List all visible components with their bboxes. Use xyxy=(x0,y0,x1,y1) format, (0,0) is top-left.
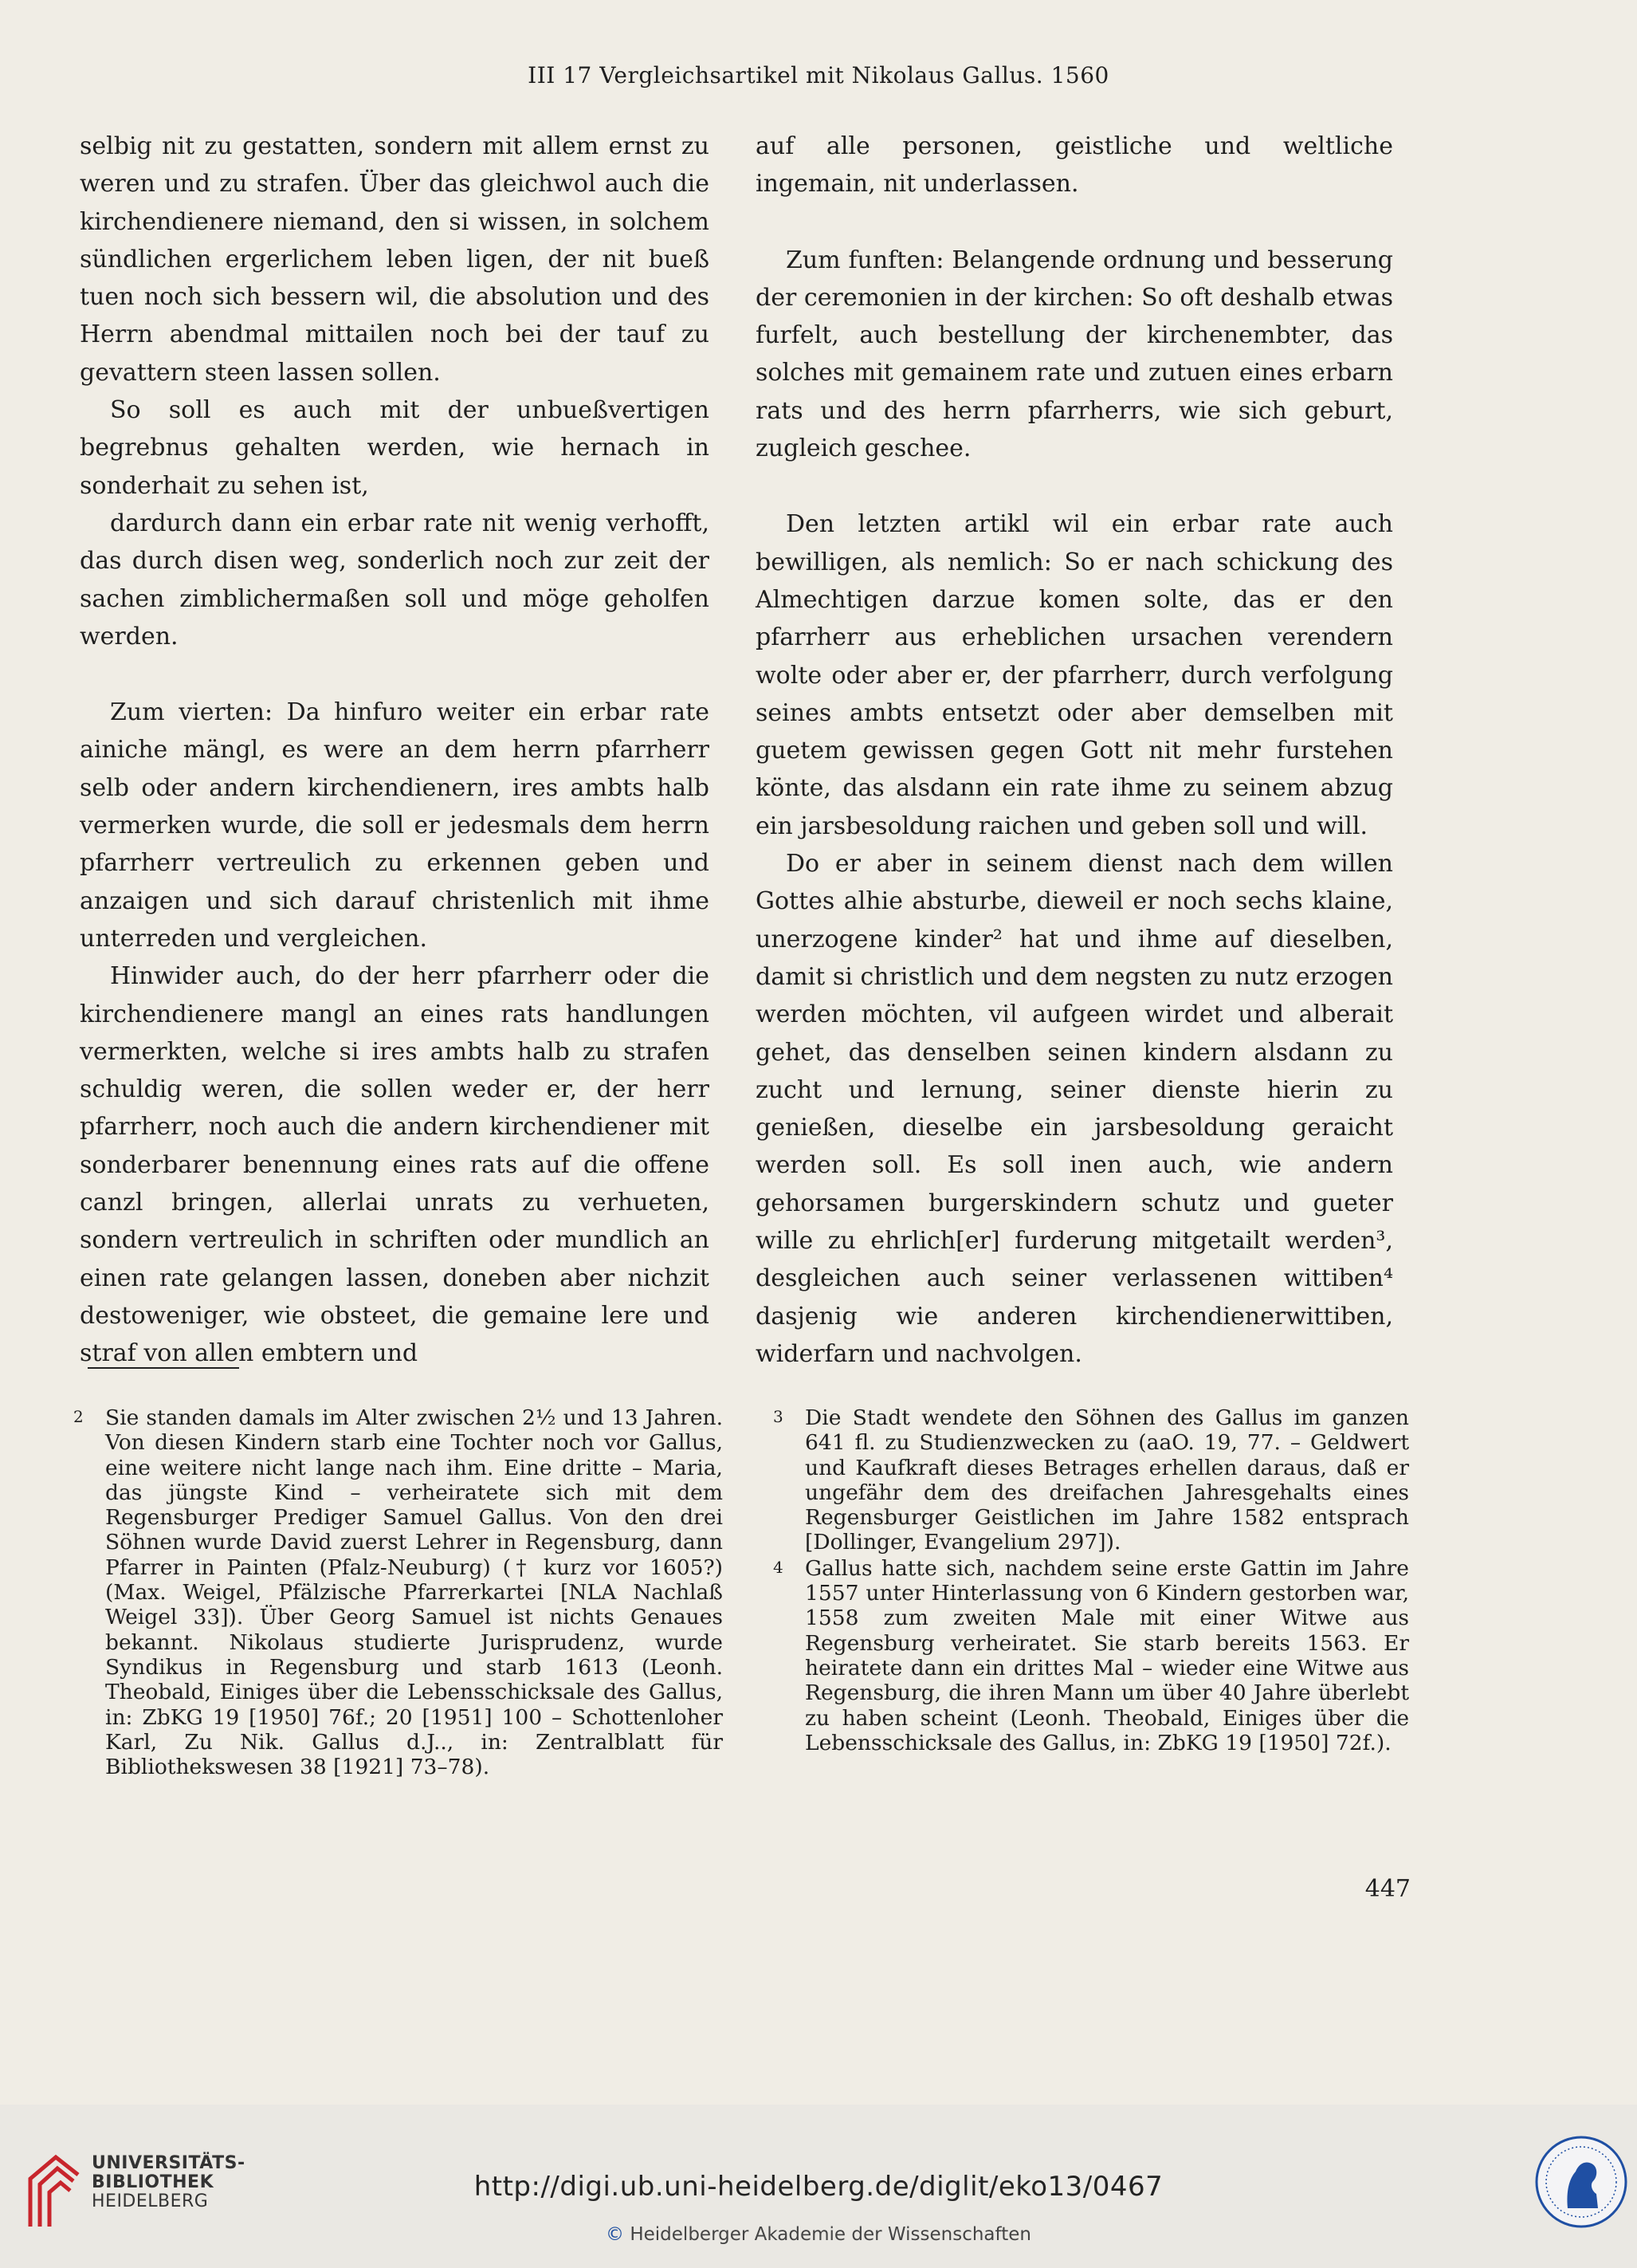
paragraph: selbig nit zu gestatten, sondern mit allem ernst zu weren und zu strafen. Über das gleichwol auch die kirchendienere niemand, den si wissen, in solchem sündlichen ergerlichem leben ligen, der nit bueß tuen noch sich bessern wil, die absolution und des Herrn abendmal mittailen noch bei der tauf zu gevattern steen lassen sollen. xyxy=(80,132,709,387)
page-number: 447 xyxy=(1364,1875,1411,1903)
left-text-column xyxy=(80,128,709,1373)
footnote-text: Sie standen damals im Alter zwischen 2½ und 13 Jahren. Von diesen Kindern starb eine Tochter noch vor Gallus, eine weitere nicht lange nach ihm. Eine dritte – Maria, das jüngste Kind – verheiratete sich mit dem Regensburger Prediger Samuel Gallus. Von den drei Söhnen wurde David zuerst Lehrer in Regensburg, dann Pfarrer in Painten (Pfalz-Neuburg) († kurz vor 1605?) (Max. Weigel, Pfälzische Pfarrerkartei [NLA Nachlaß Weigel 33]). Über Georg Samuel ist nichts Genaues bekannt. Nikolaus studierte Jurisprudenz, wurde Syndikus in Regensburg und starb 1613 (Leonh. Theobald, Einiges über die Lebensschicksale des Gallus, in: ZbKG 19 [1950] 76f.; 20 [1951] 100 – Schottenloher Karl, Zu Nik. Gallus d.J.., in: Zentralblatt für Bibliothekswesen 38 [1921] 73–78). xyxy=(105,1405,723,1780)
running-head: III 17 Vergleichsartikel mit Nikolaus Gallus. 1560 xyxy=(528,62,1109,88)
footnote-number: 4 xyxy=(773,1557,783,1577)
paragraph: Zum funften: Belangende ordnung und besserung der ceremonien in der kirchen: So oft deshalb etwas furfelt, auch bestellung der kirchenembter, das solches mit gemainem rate und zutuen eines erbarn rats und des herrn pfarrherrs, wie sich geburt, zugleich geschee. xyxy=(756,246,1393,463)
paragraph: Zum vierten: Da hinfuro weiter ein erbar rate ainiche mängl, es were an dem herrn pfarrherr selb oder andern kirchendienern, ires ambts halb vermerken wurde, die soll er jedesmals dem herrn pfarrherr vertreulich zu erkennen geben und anzaigen und sich darauf christenlich mit ihme unterreden und vergleichen. xyxy=(80,698,709,953)
copyright-text: Heidelberger Akademie der Wissenschaften xyxy=(630,2224,1031,2245)
copyright-line xyxy=(0,2224,1637,2245)
footnote-number: 3 xyxy=(773,1407,783,1426)
footnotes-right xyxy=(773,1405,1409,1755)
paragraph: So soll es auch mit der unbueßvertigen begrebnus gehalten werden, wie hernach in sonderhait zu sehen ist, xyxy=(80,396,709,500)
footnote xyxy=(773,1555,1409,1755)
paragraph: auf alle personen, geistliche und weltliche ingemain, nit underlassen. xyxy=(756,132,1393,198)
library-name-line: BIBLIOTHEK xyxy=(92,2172,214,2192)
copyright-icon: © xyxy=(606,2224,625,2245)
academy-seal-icon[interactable] xyxy=(1534,2135,1628,2229)
paragraph: Den letzten artikl wil ein erbar rate auch bewilligen, als nemlich: So er nach schickung des Almechtigen darzue komen solte, das er den pfarrherr aus erheblichen ursachen verendern wolte oder aber er, der pfarrherr, durch verfolgung seines ambts entsetzt oder aber demselben mit guetem gewissen gegen Gott nit mehr furstehen könte, das alsdann ein rate ihme zu seinem abzug ein jarsbesoldung raichen und geben soll und will. xyxy=(756,510,1393,840)
paragraph: Hinwider auch, do der herr pfarrherr oder die kirchendienere mangl an eines rats handlungen vermerkten, welche si ires ambts halb zu strafen schuldig weren, die sollen weder er, der herr pfarrherr, noch auch die andern kirchendiener mit sonderbarer benennung eines rats auf die offene canzl bringen, allerlai unrats zu verhueten, sondern vertreulich in schriften oder mundlich an einen rate gelangen lassen, doneben aber nichzit destoweniger, wie obsteet, die gemaine lere und straf von allen embtern und xyxy=(80,962,709,1368)
library-name-line: HEIDELBERG xyxy=(92,2191,209,2211)
right-text-column xyxy=(756,128,1393,1373)
footnote xyxy=(773,1405,1409,1555)
paragraph: dardurch dann ein erbar rate nit wenig verhofft, das durch disen weg, sonderlich noch zur zeit der sachen zimblichermaßen soll und möge geholfen werden. xyxy=(80,509,709,651)
footnote-text: Die Stadt wendete den Söhnen des Gallus im ganzen 641 fl. zu Studienzwecken zu (aaO. 19, 77. – Geldwert und Kaufkraft dieses Betrages erhellen daraus, daß er ungefähr dem des dreifachen Jahresgehalts eines Regensburger Geistlichen im Jahre 1582 entsprach [Dollinger, Evangelium 297]). xyxy=(805,1405,1409,1555)
footnotes-left xyxy=(73,1405,723,1779)
footnote-number: 2 xyxy=(73,1407,84,1426)
viewer-footer xyxy=(0,2105,1637,2268)
library-name-line: UNIVERSITÄTS- xyxy=(92,2153,245,2173)
paragraph: Do er aber in seinem dienst nach dem willen Gottes alhie absturbe, dieweil er noch sechs klaine, unerzogene kinder² hat und ihme auf dieselben, damit si christlich und dem negsten zu nutz erzogen werden möchten, vil aufgeen wirdet und alberait gehet, das denselben seinen kindern alsdann zu zucht und lernung, seiner dienste hierin zu genießen, dieselbe ein jarsbesoldung geraicht werden soll. Es soll inen auch, wie andern gehorsamen burgerskindern schutz und gueter wille zu ehrlich[er] furderung mitgetailt werden³, desgleichen auch seiner verlassenen wittiben⁴ dasjenig wie anderen kirchendienerwittiben, widerfarn und nachvolgen. xyxy=(756,850,1393,1368)
permalink-url[interactable]: http://digi.ub.uni-heidelberg.de/diglit/eko13/0467 xyxy=(473,2171,1164,2203)
footnote-text: Gallus hatte sich, nachdem seine erste Gattin im Jahre 1557 unter Hinterlassung von 6 Kindern gestorben war, 1558 zum zweiten Male mit einer Witwe aus Regensburg verheiratet. Sie starb bereits 1563. Er heiratete dann ein drittes Mal – wieder eine Witwe aus Regensburg, die ihren Mann um über 40 Jahre überlebt zu haben scheint (Leonh. Theobald, Einiges über die Lebensschicksale des Gallus, in: ZbKG 19 [1950] 72f.). xyxy=(805,1555,1409,1755)
footnote xyxy=(73,1405,723,1779)
footnote-divider xyxy=(88,1367,239,1369)
